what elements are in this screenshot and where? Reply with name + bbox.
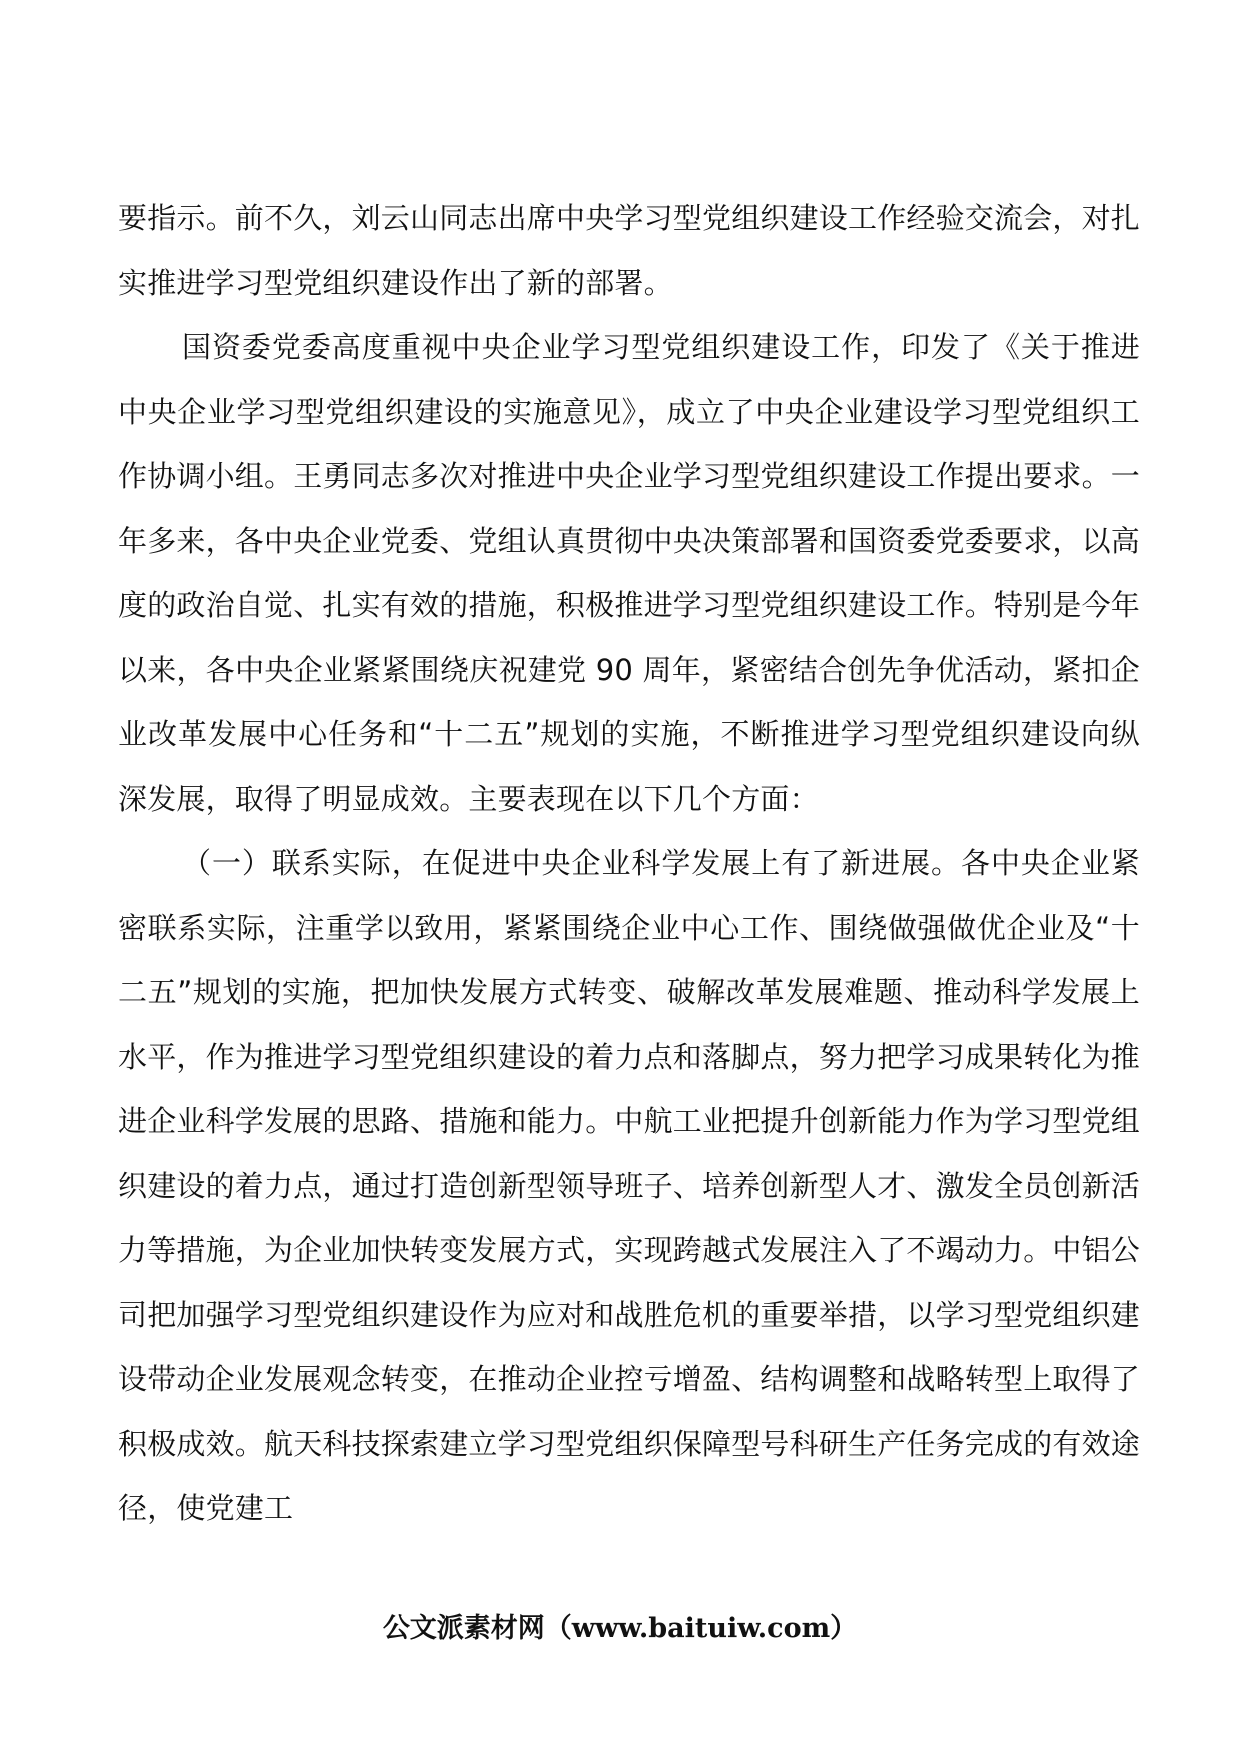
paragraph-sasac-overview: 国资委党委高度重视中央企业学习型党组织建设工作，印发了《关于推进中央企业学习型党组织建设的实施意见》，成立了中央企业建设学习型党组织工作协调小组。王勇同志多次对推进中央企业学习型党组织建设工作提出要求。一年多来，各中央企业党委、党组认真贯彻中央决策部署和国资委党委要求，以高度的政治自觉、扎实有效的措施，积极推进学习型党组织建设工作。特别是今年以来，各中央企业紧紧围绕庆祝建党 90 周年，紧密结合创先争优活动，紧扣企业改革发展中心任务和“十二五”规划的实施，不断推进学习型党组织建设向纵深发展，取得了明显成效。主要表现在以下几个方面： (118, 330, 1141, 816)
paragraph-section-one: （一）联系实际，在促进中央企业科学发展上有了新进展。各中央企业紧密联系实际，注重学以致用，紧紧围绕企业中心工作、围绕做强做优企业及“十二五”规划的实施，把加快发展方式转变、破解改革发展难题、推动科学发展上水平，作为推进学习型党组织建设的着力点和落脚点，努力把学习成果转化为推进企业科学发展的思路、措施和能力。中航工业把提升创新能力作为学习型党组织建设的着力点，通过打造创新型领导班子、培养创新型人才、激发全员创新活力等措施，为企业加快转变发展方式，实现跨越式发展注入了不竭动力。中铝公司把加强学习型党组织建设作为应对和战胜危机的重要举措，以学习型党组织建设带动企业发展观念转变，在推动企业控亏增盈、结构调整和战略转型上取得了积极成效。航天科技探索建立学习型党组织保障型号科研生产任务完成的有效途径，使党建工 (118, 846, 1141, 1525)
document-body (118, 186, 1140, 1541)
footer-watermark: 公文派素材网（www.baituiw.com） (382, 1613, 858, 1644)
paragraph-continuation: 要指示。前不久，刘云山同志出席中央学习型党组织建设工作经验交流会，对扎实推进学习型党组织建设作出了新的部署。 (118, 201, 1141, 300)
